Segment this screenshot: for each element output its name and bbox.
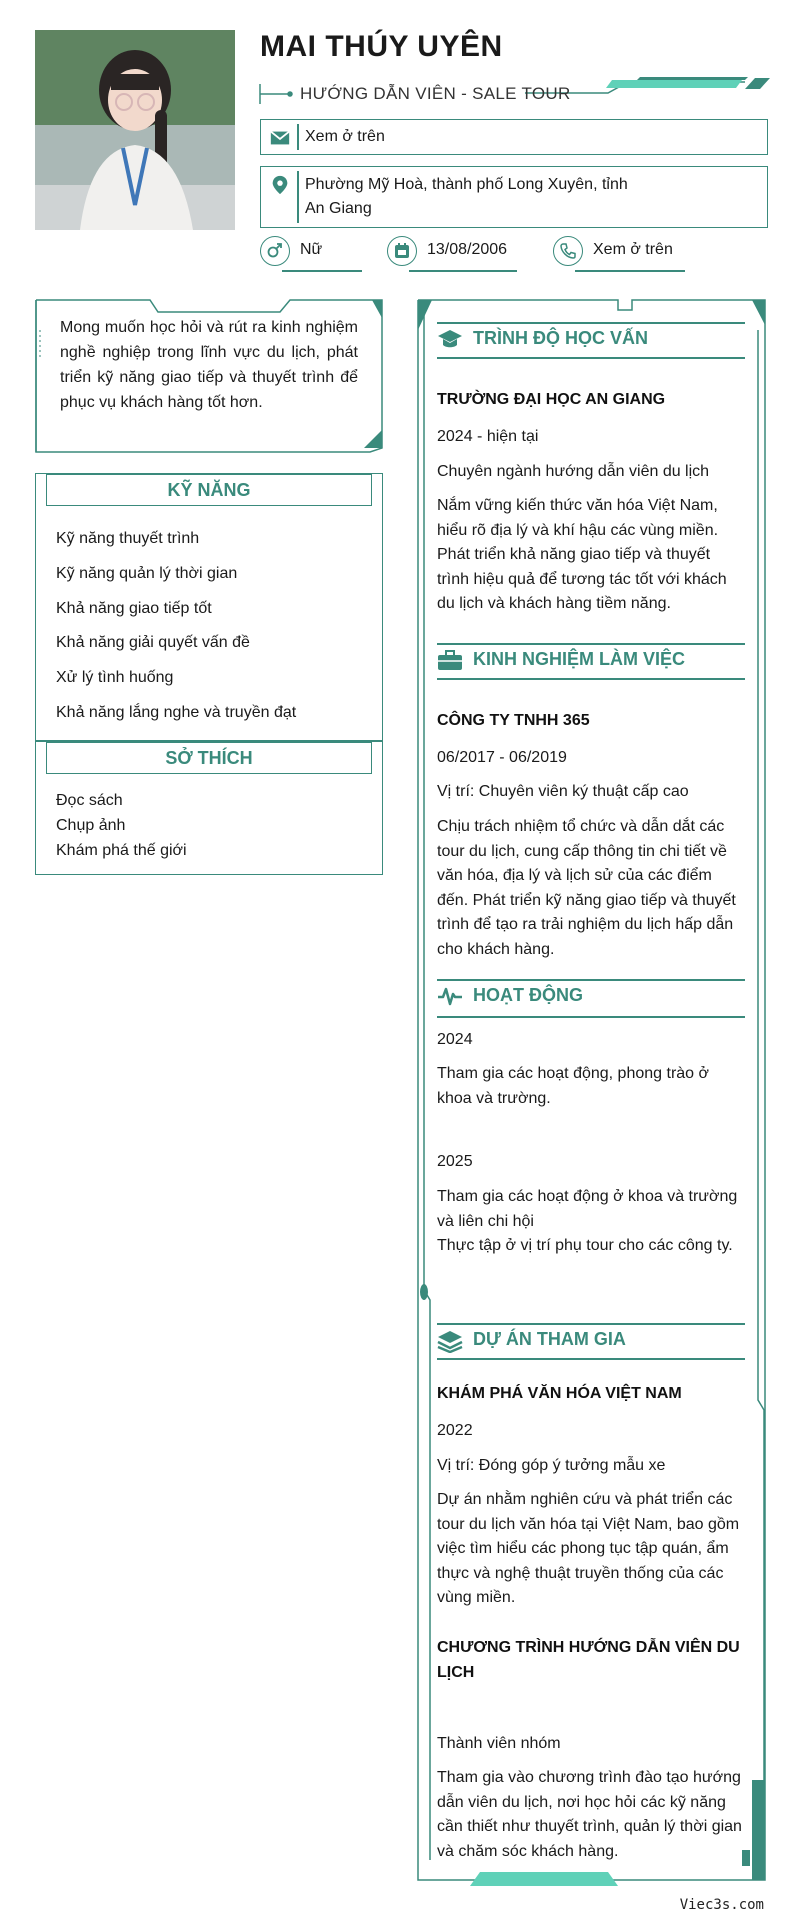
briefcase-icon — [437, 649, 463, 671]
project-description: Dự án nhằm nghiên cứu và phát triển các tour du lịch văn hóa tại Việt Nam, bao gồm việc tìm hiểu các phong tục tập quán, ẩm thực và nghệ thuật truyền thống của các vùng miền. — [437, 1491, 740, 1606]
activity-description: Tham gia các hoạt động ở khoa và trường và liên chi hội Thực tập ở vị trí phụ tour cho các công ty. — [437, 1188, 738, 1254]
phone-item — [553, 236, 693, 266]
experience-period: 06/2017 - 06/2019 — [437, 749, 567, 766]
project-role: Vị trí: Đóng góp ý tưởng mẫu xe — [437, 1457, 666, 1474]
email-value: Xem ở trên — [305, 128, 385, 145]
activity-year: 2024 — [437, 1031, 473, 1048]
layers-icon — [437, 1329, 463, 1353]
gender-value: Nữ — [300, 241, 323, 258]
skill-item: Khả năng giải quyết vấn đề — [56, 634, 250, 651]
email-row — [260, 119, 768, 155]
career-objective: Mong muốn học hỏi và rút ra kinh nghiệm nghề nghiệp trong lĩnh vực du lịch, phát triển kỹ năng giao tiếp và thuyết trình để phục vụ khách hàng tốt hơn. — [60, 319, 358, 411]
skill-item: Kỹ năng thuyết trình — [56, 530, 200, 547]
full-name: MAI THÚY UYÊN — [260, 30, 503, 63]
heartbeat-icon — [437, 985, 463, 1007]
hobby-item: Chụp ảnh — [56, 817, 126, 834]
location-pin-icon — [269, 174, 291, 196]
portrait-illustration — [35, 30, 235, 230]
skills-heading: KỸ NĂNG — [46, 474, 372, 506]
birthday-value: 13/08/2006 — [427, 241, 508, 258]
skill-item: Khả năng lắng nghe và truyền đạt — [56, 704, 297, 721]
project-description: Tham gia vào chương trình đào tạo hướng dẫn viên du lịch, nơi học hỏi các kỹ năng cần thiết như thuyết trình, quản lý thời gian và chăm sóc khách hàng. — [437, 1769, 742, 1860]
skill-item: Kỹ năng quản lý thời gian — [56, 565, 238, 582]
experience-position: Vị trí: Chuyên viên ký thuật cấp cao — [437, 783, 689, 800]
graduation-cap-icon — [437, 328, 463, 350]
hobbies-panel — [35, 741, 383, 875]
phone-value: Xem ở trên — [593, 241, 673, 258]
activity-year: 2025 — [437, 1153, 473, 1170]
education-major: Chuyên ngành hướng dẫn viên du lịch — [437, 463, 710, 480]
skill-item: Khả năng giao tiếp tốt — [56, 600, 212, 617]
address-row — [260, 166, 768, 228]
project-name: KHÁM PHÁ VĂN HÓA VIỆT NAM — [437, 1385, 682, 1402]
watermark-text: Viec3s.com — [679, 1897, 764, 1913]
birthday-item — [387, 236, 517, 266]
project-year: 2022 — [437, 1422, 473, 1439]
experience-description: Chịu trách nhiệm tổ chức và dẫn dắt các tour du lịch, cung cấp thông tin chi tiết về văn hóa, địa lý và lịch sử của các điểm đến. Phát triển kỹ năng giao tiếp và thuyết trình để tạo ra trải nghiệm du lịch hấp dẫn cho khách hàng. — [437, 818, 736, 958]
hobby-item: Khám phá thế giới — [56, 842, 187, 859]
phone-icon — [559, 242, 577, 260]
experience-company: CÔNG TY TNHH 365 — [437, 712, 590, 729]
skill-item: Xử lý tình huống — [56, 669, 174, 686]
education-description: Nắm vững kiến thức văn hóa Việt Nam, hiểu rõ địa lý và khí hậu các vùng miền. Phát triển khả năng giao tiếp và thuyết trình hiệu quả để tương tác tốt với khách du lịch và khách hàng tiềm năng. — [437, 497, 727, 612]
experience-heading: KINH NGHIỆM LÀM VIỆC — [473, 649, 686, 669]
calendar-icon — [393, 242, 411, 260]
gender-icon — [265, 241, 285, 261]
project-name: CHƯƠNG TRÌNH HƯỚNG DẪN VIÊN DU LỊCH — [437, 1639, 740, 1681]
hobbies-heading: SỞ THÍCH — [46, 742, 372, 774]
hobby-item: Đọc sách — [56, 792, 123, 809]
address-value: Phường Mỹ Hoà, thành phố Long Xuyên, tỉnh An Giang — [305, 176, 628, 217]
education-heading: TRÌNH ĐỘ HỌC VẤN — [473, 328, 648, 348]
projects-heading: DỰ ÁN THAM GIA — [473, 1329, 626, 1349]
education-period: 2024 - hiện tại — [437, 428, 539, 445]
gender-item — [260, 236, 370, 266]
activity-description: Tham gia các hoạt động, phong trào ở khoa và trường. — [437, 1065, 709, 1107]
project-role: Thành viên nhóm — [437, 1735, 561, 1752]
profile-photo — [35, 30, 235, 230]
education-school: TRƯỜNG ĐẠI HỌC AN GIANG — [437, 391, 666, 408]
skills-panel — [35, 473, 383, 741]
activities-heading: HOẠT ĐỘNG — [473, 985, 583, 1005]
envelope-icon — [269, 127, 291, 149]
job-title: HƯỚNG DẪN VIÊN - SALE TOUR — [300, 84, 571, 103]
